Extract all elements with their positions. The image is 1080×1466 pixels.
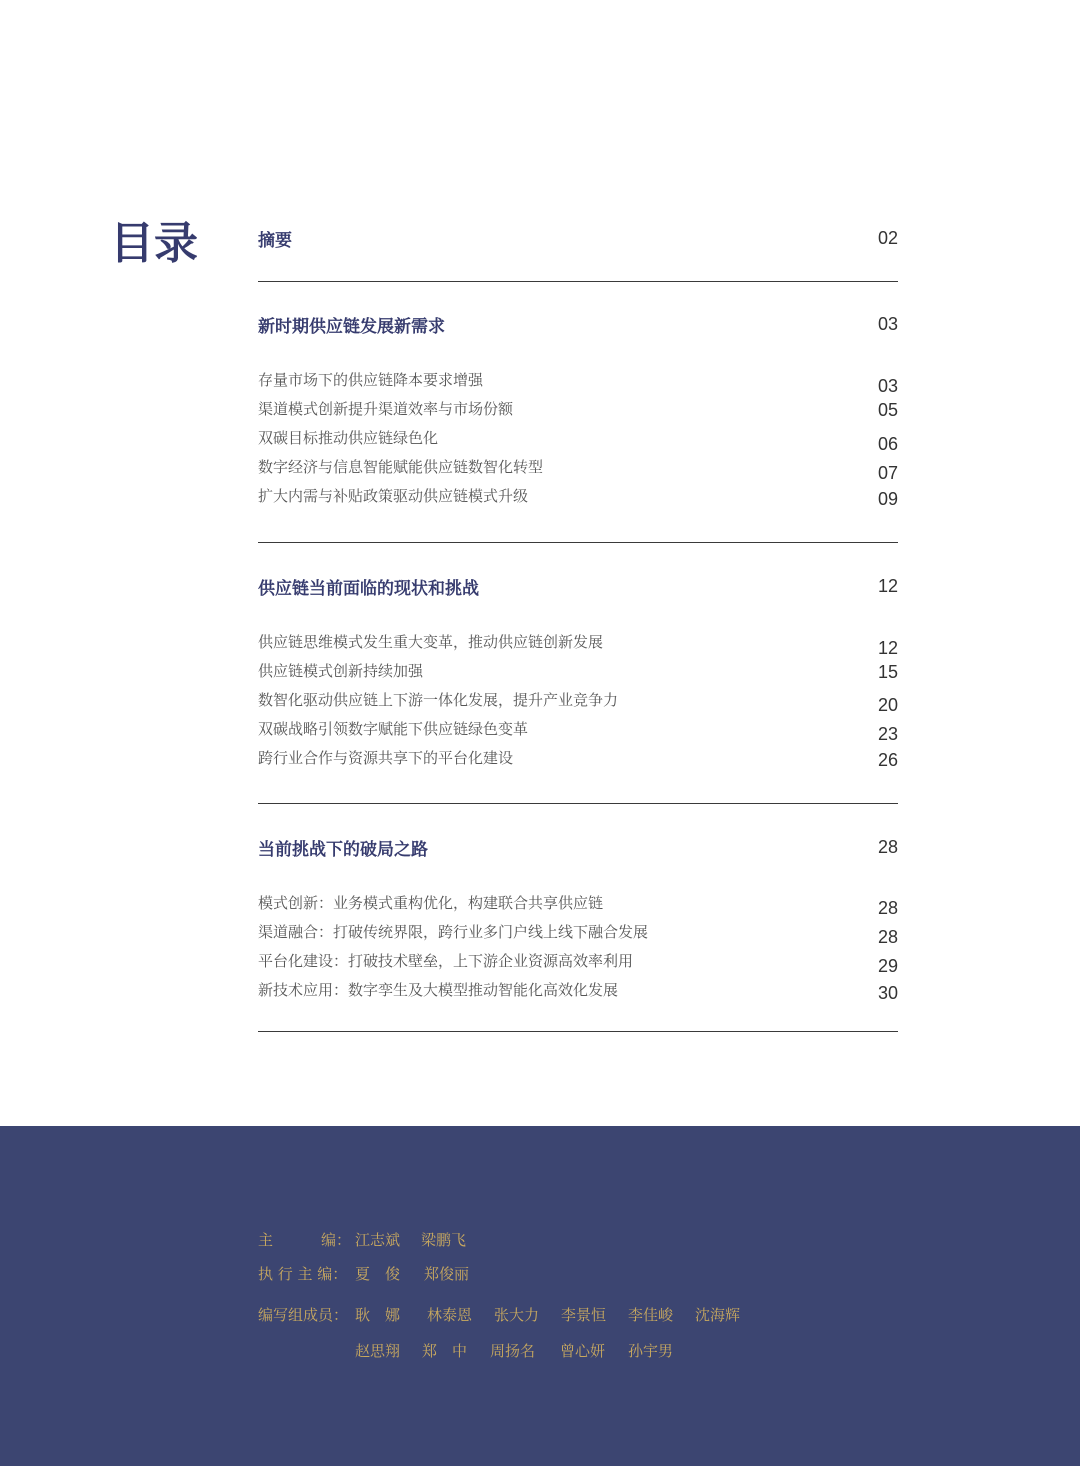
- credit-name: 周扬名: [490, 1342, 536, 1360]
- toc-item-page: 23: [877, 724, 898, 744]
- credit-name: 夏 俊: [355, 1265, 401, 1283]
- divider: [258, 1031, 898, 1032]
- toc-item[interactable]: 新技术应用：数字孪生及大模型推动智能化高效化发展: [258, 981, 619, 999]
- toc-item[interactable]: 双碳目标推动供应链绿色化: [258, 429, 439, 447]
- credit-name: 梁鹏飞: [421, 1231, 467, 1249]
- credit-name: 李佳峻: [628, 1306, 674, 1324]
- credit-name: 郑俊丽: [424, 1265, 470, 1283]
- credit-name: 沈海辉: [695, 1306, 741, 1324]
- toc-section-3[interactable]: [258, 835, 898, 859]
- divider: [258, 281, 898, 282]
- toc-item-page: 28: [877, 898, 898, 918]
- chief-editor-label-2: 编：: [321, 1231, 352, 1249]
- toc-section-title: 新时期供应链发展新需求: [258, 316, 445, 337]
- credit-name: 林泰恩: [427, 1306, 473, 1324]
- toc-section-2[interactable]: [258, 574, 898, 598]
- toc-item-page: 05: [877, 400, 898, 420]
- toc-item[interactable]: 跨行业合作与资源共享下的平台化建设: [258, 749, 514, 767]
- toc-item-page: 15: [877, 662, 898, 682]
- toc-item-page: 28: [877, 927, 898, 947]
- credit-name: 赵思翔: [355, 1342, 401, 1360]
- toc-section-page: 12: [877, 575, 898, 596]
- toc-item-page: 09: [877, 489, 898, 509]
- toc-item[interactable]: 平台化建设：打破技术壁垒，上下游企业资源高效率利用: [258, 952, 634, 970]
- exec-editor-label: 执 行 主 编：: [258, 1265, 348, 1283]
- toc-abstract-page: 02: [877, 227, 898, 248]
- chief-editor-label-1: 主: [258, 1231, 274, 1249]
- page-title: 目录: [110, 218, 198, 269]
- divider: [258, 803, 898, 804]
- toc-item-page: 12: [877, 638, 898, 658]
- toc-item[interactable]: 数字经济与信息智能赋能供应链数智化转型: [258, 458, 544, 476]
- credit-name: 李景恒: [561, 1306, 607, 1324]
- credit-name: 郑 中: [422, 1342, 468, 1360]
- toc-item-page: 20: [877, 695, 898, 715]
- credits-band: [0, 1126, 1080, 1466]
- credit-name: 江志斌: [355, 1231, 401, 1249]
- toc-item[interactable]: 扩大内需与补贴政策驱动供应链模式升级: [258, 487, 529, 505]
- credit-name: 曾心妍: [560, 1342, 606, 1360]
- toc-item-page: 06: [877, 434, 898, 454]
- toc-item[interactable]: 渠道融合：打破传统界限，跨行业多门户线上线下融合发展: [258, 923, 649, 941]
- toc-item[interactable]: 双碳战略引领数字赋能下供应链绿色变革: [258, 720, 529, 738]
- toc-abstract[interactable]: [258, 226, 898, 250]
- credit-name: 耿 娜: [355, 1306, 401, 1324]
- toc-item[interactable]: 数智化驱动供应链上下游一体化发展，提升产业竞争力: [258, 691, 619, 709]
- toc-item-page: 30: [877, 983, 898, 1003]
- toc-section-1[interactable]: [258, 312, 898, 336]
- team-label: 编写组成员：: [258, 1306, 349, 1324]
- toc-section-page: 03: [877, 313, 898, 334]
- toc-abstract-title: 摘要: [258, 230, 292, 251]
- toc-item[interactable]: 渠道模式创新提升渠道效率与市场份额: [258, 400, 514, 418]
- toc-section-title: 当前挑战下的破局之路: [258, 839, 428, 860]
- toc-section-page: 28: [877, 836, 898, 857]
- toc-item-page: 26: [877, 750, 898, 770]
- toc-item[interactable]: 供应链模式创新持续加强: [258, 662, 424, 680]
- toc-item[interactable]: 供应链思维模式发生重大变革，推动供应链创新发展: [258, 633, 604, 651]
- toc-item-page: 03: [877, 376, 898, 396]
- credit-name: 张大力: [494, 1306, 540, 1324]
- toc-item[interactable]: 模式创新：业务模式重构优化，构建联合共享供应链: [258, 894, 604, 912]
- toc-item[interactable]: 存量市场下的供应链降本要求增强: [258, 371, 484, 389]
- toc-item-page: 29: [877, 956, 898, 976]
- toc-section-title: 供应链当前面临的现状和挑战: [258, 578, 479, 599]
- divider: [258, 542, 898, 543]
- credit-name: 孙宇男: [628, 1342, 674, 1360]
- toc-item-page: 07: [877, 463, 898, 483]
